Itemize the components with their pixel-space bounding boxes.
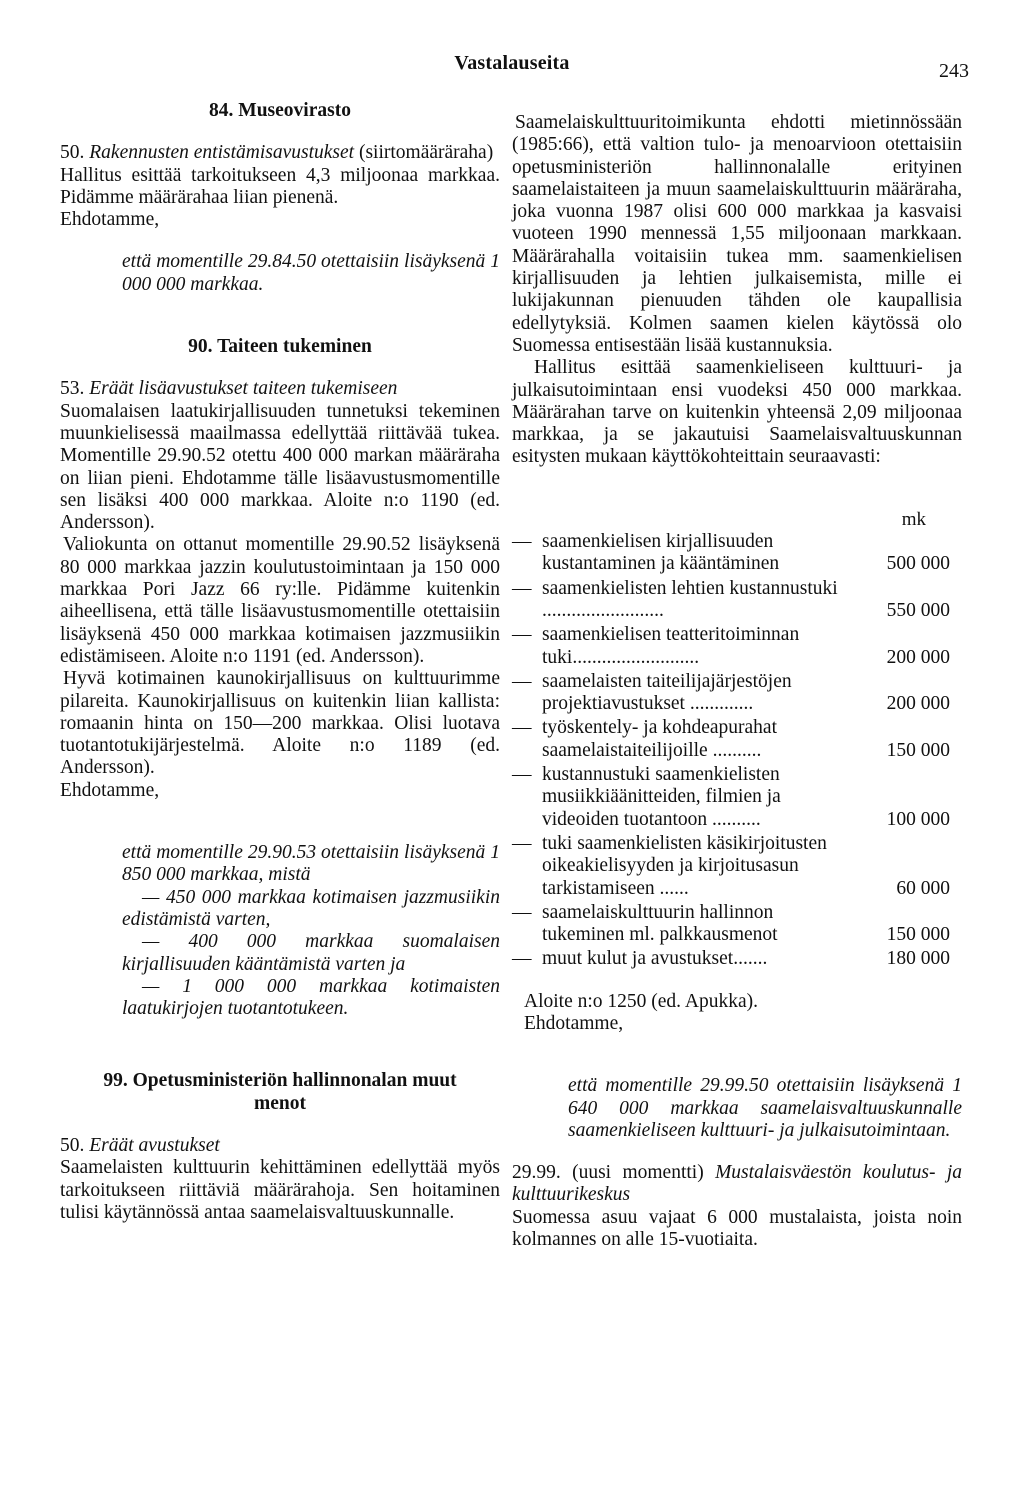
allocation-row <box>512 902 962 947</box>
allocation-row <box>512 833 962 900</box>
body-paragraph: Saamelaiskulttuuritoimikunta ehdotti mietinnössään (1985:66), että valtion tulo- ja menoarvioon otettaisiin opetusministeriön hallinnonalalle erityinen saamelaistaiteen ja muun saamelaiskulttuurin määräraha, joka vuonna 1987 olisi 600 000 markkaa ja kasvaisi vuoteen 1990 mennessä 1,55 miljoonaan markkaan. Määrärahalla voitaisiin tukea mm. saamenkielisen kirjallisuuden ja lehtien julkaisemista, mille ei lukijakunnan pienuuden tähden ole kaupallisia edellytyksiä. Kolmen saamen kielen käytössä olo Suomessa entisestään lisää kustannuksia. <box>512 112 962 356</box>
right-column <box>512 112 962 1251</box>
list-dash: — <box>512 717 532 739</box>
list-dash: — <box>512 577 532 599</box>
new-item-title: Mustalaisväestön koulutus- ja kulttuurikeskus <box>512 1162 962 1206</box>
list-dash: — <box>512 764 532 786</box>
allocation-label: saamenkielisen kirjallisuuden kustantaminen ja kääntäminen <box>542 531 780 575</box>
body-paragraph: Saamelaisten kulttuurin kehittäminen edellyttää myös tarkoitukseen riittäviä määrärahoja. Sen hoitaminen tulisi käytännössä antaa saamelaisvaltuuskunnalle. <box>60 1157 500 1223</box>
allocation-amount: 500 000 <box>886 553 950 575</box>
motion-text: että momentille 29.90.53 otettaisiin lisäyksenä 1 850 000 markkaa, mistä <box>122 842 500 886</box>
motion-list-item: — 1 000 000 markkaa kotimaisten laatukirjojen tuotantotukeen. <box>122 975 500 1020</box>
list-dash: — <box>512 948 532 970</box>
motion-list <box>60 887 500 1021</box>
allocation-label: saamelaisten taiteilijajärjestöjen projektiavustukset ............. <box>542 670 792 715</box>
item-title-line <box>60 142 500 164</box>
item-number: 50. <box>60 142 85 164</box>
allocation-label: saamelaiskulttuurin hallinnon tukeminen ml. palkkausmenot <box>542 901 778 946</box>
allocation-row <box>512 531 962 576</box>
item-title-line <box>60 1135 500 1157</box>
proposal-intro: Ehdotamme, <box>524 1012 624 1034</box>
item-number: 53. <box>60 378 85 400</box>
section-heading-99: 99. Opetusministeriön hallinnonalan muut menot <box>103 1070 457 1114</box>
allocation-amount: 200 000 <box>886 646 950 668</box>
allocation-row <box>512 717 962 762</box>
item-title: Eräät lisäavustukset taiteen tukemiseen <box>89 378 398 400</box>
item-title: Rakennusten entistämisavustukset <box>89 142 355 164</box>
allocation-row <box>512 671 962 716</box>
allocation-amount: 150 000 <box>886 739 950 761</box>
motion-list-item: — 400 000 markkaa suomalaisen kirjallisuuden kääntämistä varten ja <box>122 931 500 975</box>
list-dash: — <box>512 531 532 553</box>
new-item-prefix: 29.99. (uusi momentti) <box>512 1162 704 1184</box>
left-column <box>60 100 500 1224</box>
allocation-amount: 100 000 <box>886 808 950 830</box>
allocation-label: tuki saamenkielisten käsikirjoitusten oikeakielisyyden ja kirjoitusasun tarkistamiseen ...... <box>542 832 827 899</box>
initiative-reference: Aloite n:o 1250 (ed. Apukka). <box>524 990 758 1012</box>
allocation-row <box>512 578 962 623</box>
section-heading-90: 90. Taiteen tukeminen <box>188 336 372 358</box>
body-paragraph: Suomessa asuu vajaat 6 000 mustalaista, joista noin kolmannes on alle 15-vuotiaita. <box>512 1206 962 1251</box>
item-title: Eräät avustukset <box>89 1134 220 1156</box>
allocation-amount: 550 000 <box>886 599 950 621</box>
item-number: 50. <box>60 1134 85 1156</box>
body-paragraph: Suomalaisen laatukirjallisuuden tunnetuksi tekeminen muunkielisessä maailmassa edellyttää riittävää tukea. Momentille 29.90.52 otettu 400 000 markan määräraha on liian pieni. Ehdotamme tälle lisäavustusmomentille sen lisäksi 400 000 markkaa. Aloite n:o 1190 (ed. Andersson). <box>60 400 500 534</box>
allocation-unit: mk <box>901 508 926 530</box>
list-dash: — <box>512 624 532 646</box>
motion-text: että momentille 29.84.50 otettaisiin lisäyksenä 1 000 000 markkaa. <box>122 251 500 295</box>
allocation-label: työskentely- ja kohdeapurahat saamelaistaiteilijoille .......... <box>542 717 777 761</box>
list-dash: — <box>512 670 532 692</box>
page-number: 243 <box>939 60 969 82</box>
list-dash: — <box>512 901 532 923</box>
allocation-amount: 200 000 <box>886 693 950 715</box>
allocation-label: muut kulut ja avustukset....... <box>542 948 768 970</box>
item-title-suffix: (siirtomääräraha) <box>354 142 494 164</box>
body-paragraph: Hyvä kotimainen kaunokirjallisuus on kulttuurimme pilareita. Kaunokirjallisuus on kuitenkin liian kallista: romaanin hinta on 150—200 markkaa. Olisi luotava tuotantotukijärjestelmä. Aloite n:o 1189 (ed. Andersson). <box>60 668 500 779</box>
section-heading-84: 84. Museovirasto <box>209 100 351 121</box>
allocation-amount: 150 000 <box>886 924 950 946</box>
allocation-amount: 60 000 <box>896 877 950 899</box>
list-dash: — <box>512 832 532 854</box>
allocation-table <box>512 531 962 971</box>
new-item-title-line <box>512 1162 962 1207</box>
allocation-row <box>512 624 962 669</box>
motion-text: että momentille 29.99.50 otettaisiin lisäyksenä 1 640 000 markkaa saamelaisvaltuuskunnalle saamenkieliseen kulttuuri- ja julkaisutoimintaan. <box>568 1075 962 1141</box>
allocation-row <box>512 764 962 831</box>
body-paragraph: Valiokunta on ottanut momentille 29.90.52 lisäyksenä 80 000 markkaa jazzin koulutustoimintaan ja 150 000 markkaa Pori Jazz 66 ry:lle. Pidämme kuitenkin aiheellisena, että tälle lisäavustusmomentille otettaisiin lisäyksenä 450 000 markkaa kotimaisen jazzmusiikin edistämiseen. Aloite n:o 1191 (ed. Andersson). <box>60 534 500 667</box>
motion-list-item: — 450 000 markkaa kotimaisen jazzmusiikin edistämistä varten, <box>122 886 500 930</box>
body-paragraph: Hallitus esittää tarkoitukseen 4,3 miljoonaa markkaa. Pidämme määrärahaa liian pienenä. <box>60 164 500 208</box>
allocation-label: saamenkielisen teatteritoiminnan tuki.......................... <box>542 624 800 668</box>
allocation-amount: 180 000 <box>886 948 950 970</box>
allocation-row <box>512 948 962 970</box>
running-title: Vastalauseita <box>454 52 570 74</box>
proposal-intro: Ehdotamme, <box>60 209 160 231</box>
allocation-label: saamenkielisten lehtien kustannustuki ......................... <box>542 577 838 621</box>
allocation-label: kustannustuki saamenkielisten musiikkiäänitteiden, filmien ja videoiden tuotantoon .......... <box>542 764 781 830</box>
proposal-intro: Ehdotamme, <box>60 779 160 801</box>
body-paragraph: Hallitus esittää saamenkieliseen kulttuuri- ja julkaisutoimintaan ensi vuodeksi 450 000 markkaa. Määrärahan tarve on kuitenkin yhteensä 2,09 miljoonaa markkaa, ja se jakautuisi Saamelaisvaltuuskunnan esitysten mukaan käyttökohteittain seuraavasti: <box>512 357 962 468</box>
item-title-line <box>60 378 500 400</box>
